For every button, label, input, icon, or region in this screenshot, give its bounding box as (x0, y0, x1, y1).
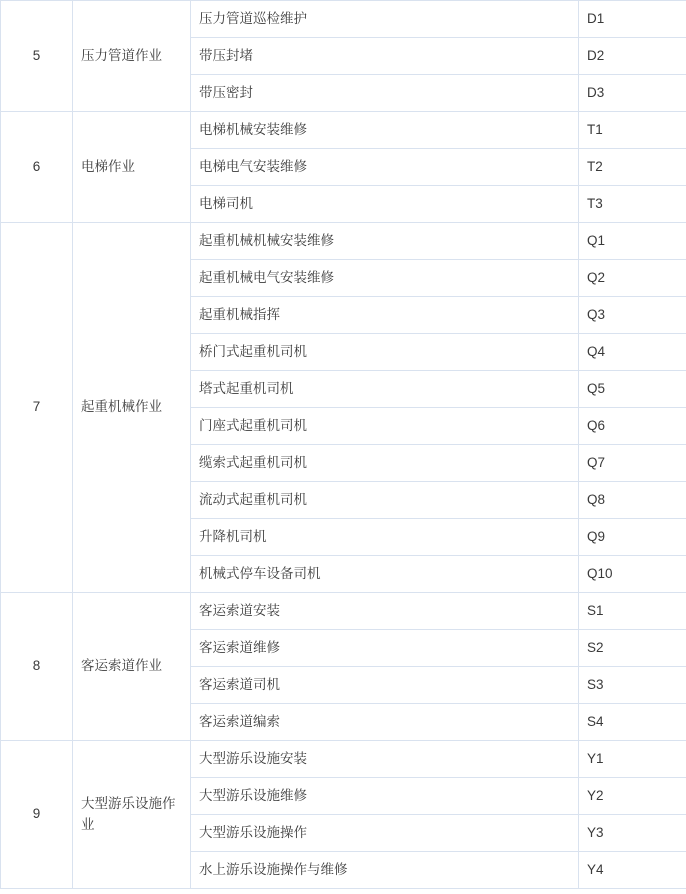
item-code: Q7 (579, 445, 686, 482)
item-name: 带压密封 (191, 75, 579, 112)
table-row (1, 112, 686, 149)
item-code: Q2 (579, 260, 686, 297)
table-row (1, 1, 686, 38)
item-code: Y1 (579, 741, 686, 778)
item-code: D3 (579, 75, 686, 112)
item-name: 客运索道安装 (191, 593, 579, 630)
item-code: Y3 (579, 815, 686, 852)
item-name: 电梯司机 (191, 186, 579, 223)
item-code: Y2 (579, 778, 686, 815)
item-name: 塔式起重机司机 (191, 371, 579, 408)
item-code: D1 (579, 1, 686, 38)
table-row (1, 223, 686, 260)
item-code: S2 (579, 630, 686, 667)
item-code: S3 (579, 667, 686, 704)
item-name: 客运索道维修 (191, 630, 579, 667)
item-code: Y4 (579, 852, 686, 889)
item-code: T2 (579, 149, 686, 186)
item-code: Q9 (579, 519, 686, 556)
item-name: 机械式停车设备司机 (191, 556, 579, 593)
item-name: 流动式起重机司机 (191, 482, 579, 519)
item-code: Q3 (579, 297, 686, 334)
item-code: Q10 (579, 556, 686, 593)
group-number: 6 (1, 112, 73, 223)
group-category: 起重机械作业 (73, 223, 191, 593)
group-number: 7 (1, 223, 73, 593)
item-name: 起重机械指挥 (191, 297, 579, 334)
group-category: 客运索道作业 (73, 593, 191, 741)
item-name: 客运索道编索 (191, 704, 579, 741)
item-code: T3 (579, 186, 686, 223)
item-name: 压力管道巡检维护 (191, 1, 579, 38)
item-code: Q1 (579, 223, 686, 260)
group-category: 大型游乐设施作业 (73, 741, 191, 889)
item-name: 起重机械机械安装维修 (191, 223, 579, 260)
table-row (1, 593, 686, 630)
item-name: 带压封堵 (191, 38, 579, 75)
item-name: 大型游乐设施安装 (191, 741, 579, 778)
group-number: 8 (1, 593, 73, 741)
item-code: Q5 (579, 371, 686, 408)
item-code: T1 (579, 112, 686, 149)
table-row (1, 741, 686, 778)
item-name: 门座式起重机司机 (191, 408, 579, 445)
item-name: 起重机械电气安装维修 (191, 260, 579, 297)
item-name: 升降机司机 (191, 519, 579, 556)
item-name: 客运索道司机 (191, 667, 579, 704)
item-code: Q4 (579, 334, 686, 371)
item-name: 桥门式起重机司机 (191, 334, 579, 371)
item-code: S4 (579, 704, 686, 741)
item-code: S1 (579, 593, 686, 630)
item-code: Q8 (579, 482, 686, 519)
item-name: 大型游乐设施维修 (191, 778, 579, 815)
item-name: 电梯机械安装维修 (191, 112, 579, 149)
item-name: 水上游乐设施操作与维修 (191, 852, 579, 889)
item-code: D2 (579, 38, 686, 75)
group-category: 压力管道作业 (73, 1, 191, 112)
item-code: Q6 (579, 408, 686, 445)
item-name: 大型游乐设施操作 (191, 815, 579, 852)
item-name: 电梯电气安装维修 (191, 149, 579, 186)
group-number: 9 (1, 741, 73, 889)
item-name: 缆索式起重机司机 (191, 445, 579, 482)
group-category: 电梯作业 (73, 112, 191, 223)
group-number: 5 (1, 1, 73, 112)
